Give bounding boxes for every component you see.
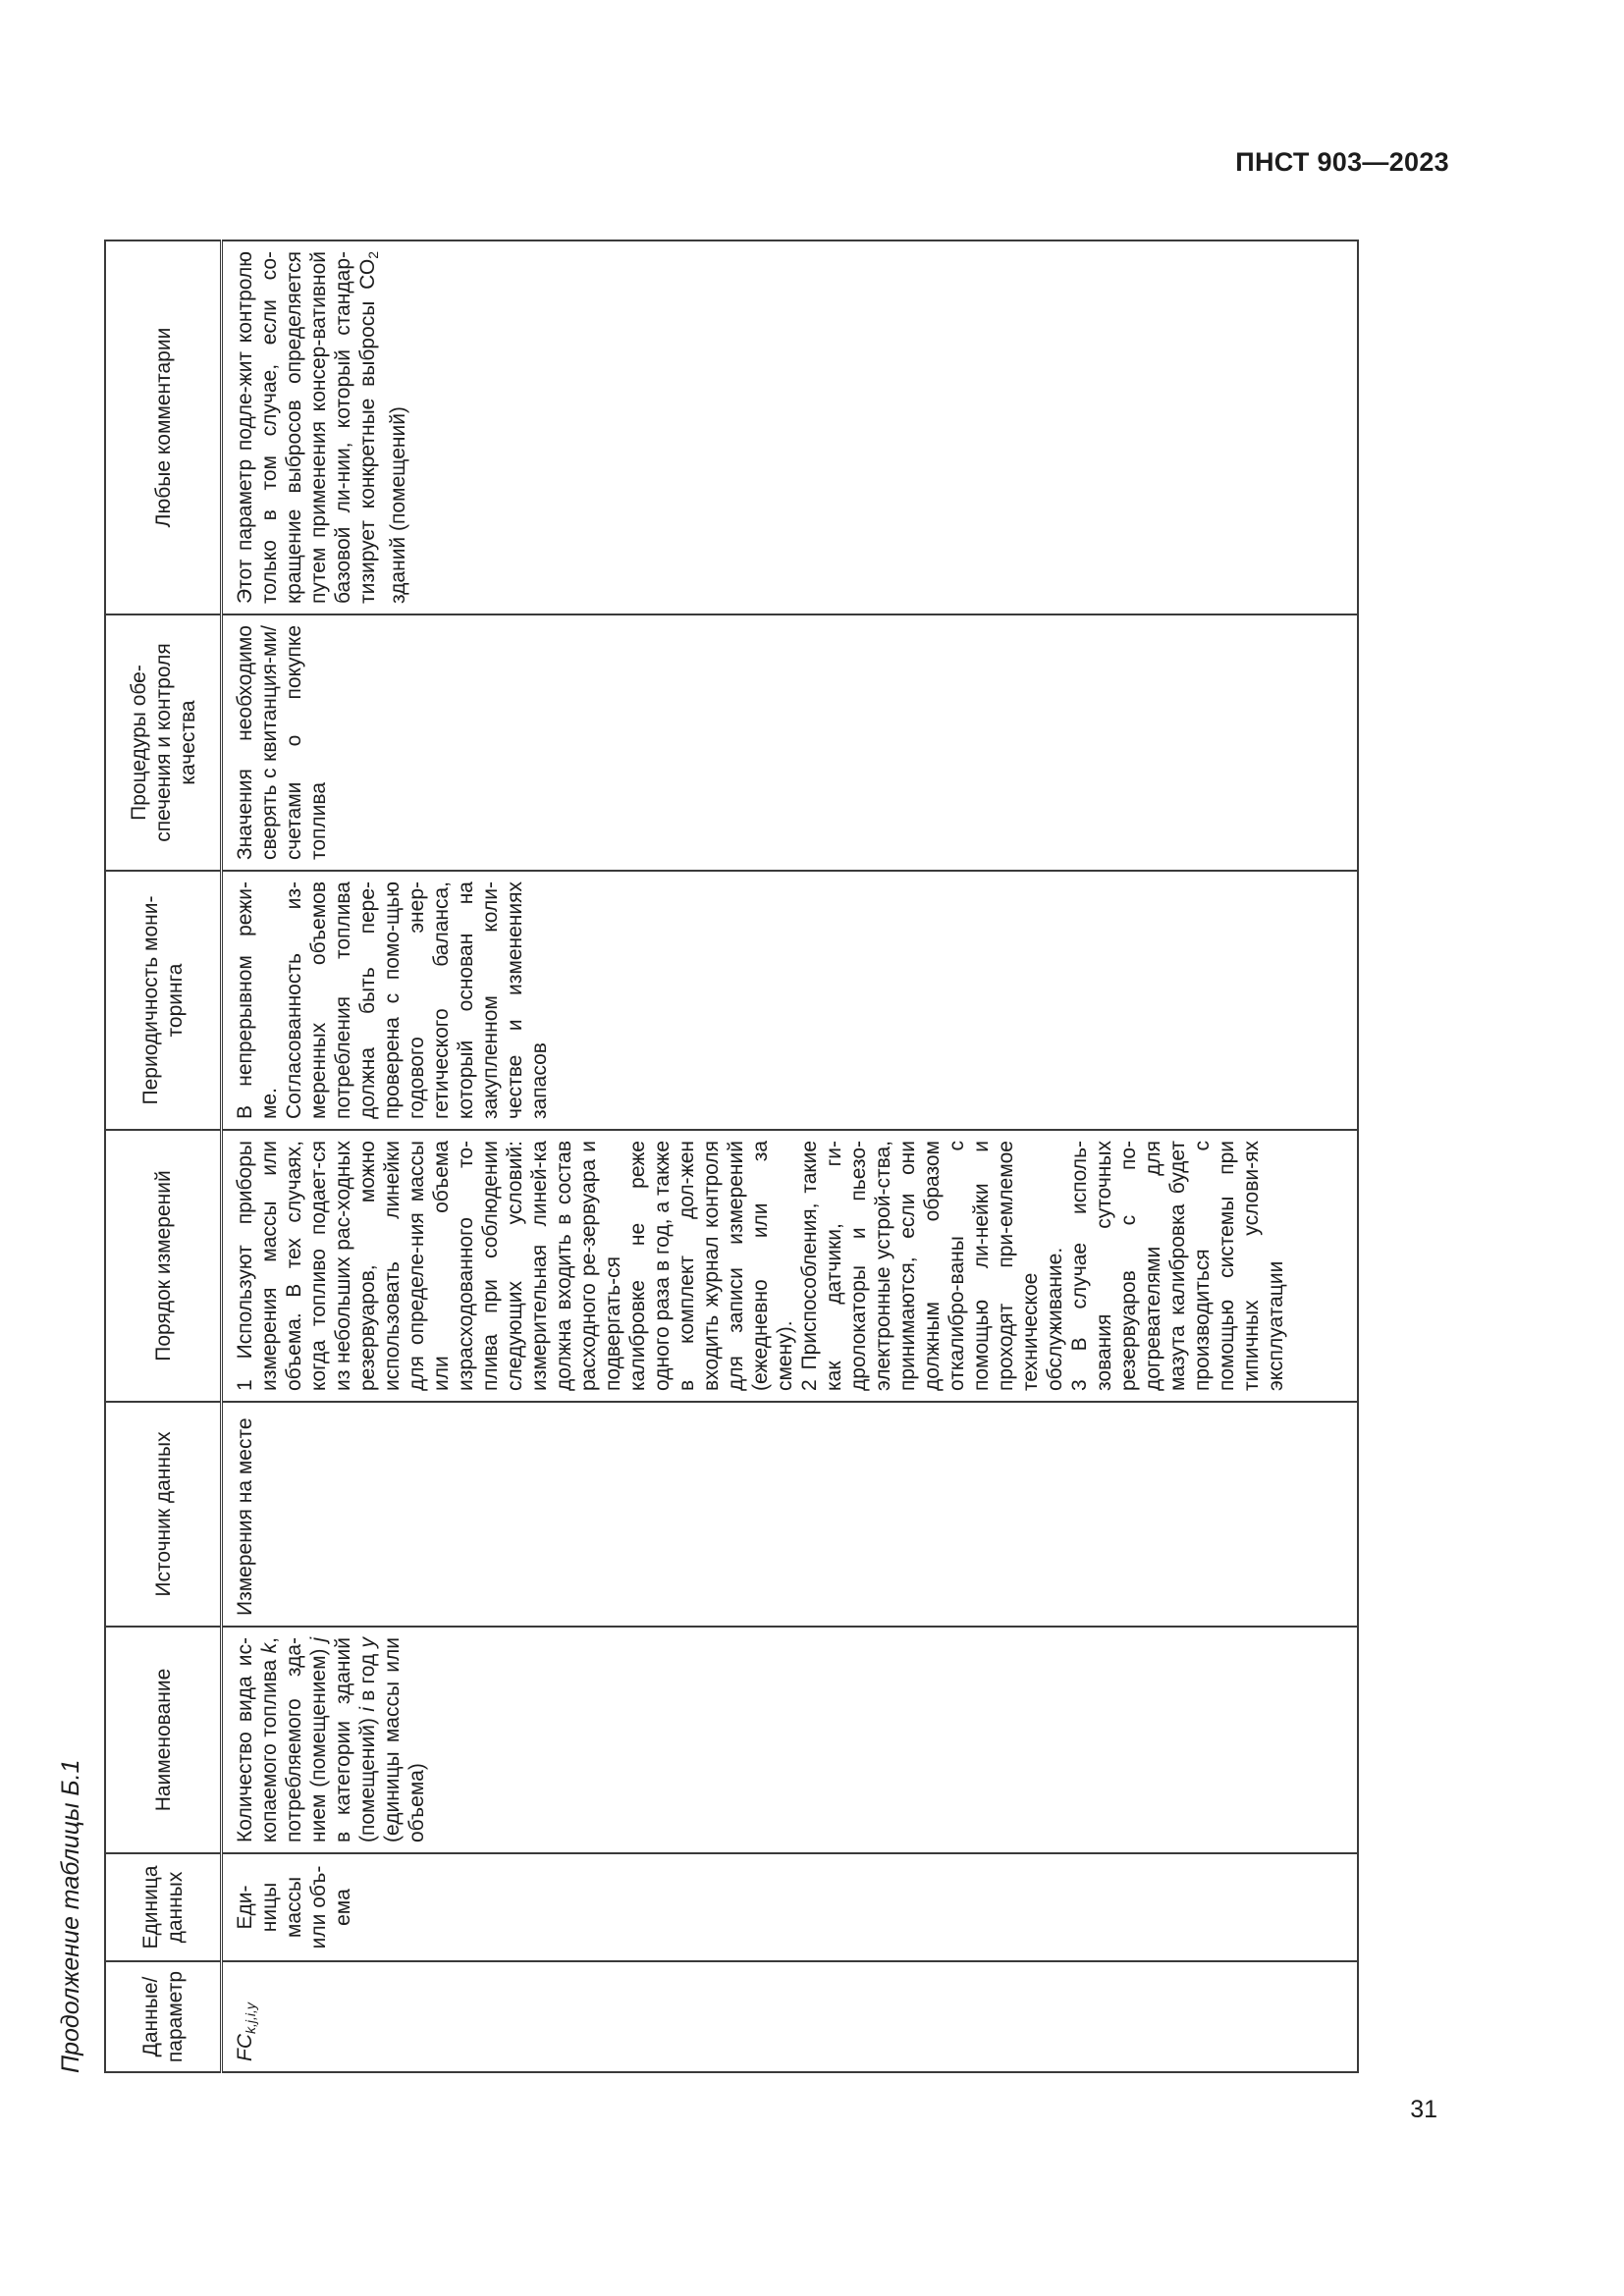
name-text: Количество вида ис-копаемого топлива (234, 1637, 281, 1842)
cell-comments (222, 240, 1359, 614)
col-header-name: Наименование (105, 1627, 222, 1853)
name-var-i: i (356, 1707, 379, 1712)
document-code: ПНСТ 903—2023 (1235, 147, 1449, 177)
comments-text: зданий (помещений) (387, 406, 409, 604)
col-header-procedure: Порядок измерений (105, 1130, 222, 1402)
data-table (104, 240, 1359, 2073)
col-header-frequency: Периодичность мони-торинга (105, 871, 222, 1130)
name-text: в категории зданий (помещений) (332, 1637, 379, 1842)
name-var-k: k (258, 1642, 281, 1654)
cell-source: Измерения на месте (222, 1402, 1359, 1627)
comments-subscript: 2 (365, 251, 381, 259)
cell-parameter (222, 1961, 1359, 2072)
name-var-y: y (356, 1637, 379, 1648)
cell-frequency (222, 871, 1359, 1130)
col-header-comments: Любые комментарии (105, 240, 222, 614)
param-subscript: k,j,i,y (243, 2002, 258, 2034)
name-text: , потребляемого зда-нием (помещением) (258, 1637, 330, 1842)
cell-name (222, 1627, 1359, 1853)
comments-text: Этот параметр подле-жит контролю только в том случае, если со-кращение выбросов определяется путем применения консер-вативной базовой ли-нии, который стандар-тизирует конкретные выбросы СО (234, 251, 379, 604)
procedure-item-2: 2 Приспособления, такие как датчики, ги-дролокаторы и пьезо-электронные устрой-ства, принимаются, если они должным образом откалибро-ваны с помощью ли-нейки и проходят при-емлемое техническое обслуживание. (798, 1141, 1066, 1391)
name-text: (единицы массы или объема) (381, 1637, 428, 1842)
cell-procedure (222, 1130, 1359, 1402)
page-number: 31 (1410, 2096, 1437, 2123)
name-var-j: j (307, 1637, 330, 1642)
cell-unit: Еди-ницы массы или объ-ема (222, 1853, 1359, 1961)
col-header-qa-qc: Процедуры обе-спечения и контроля качества (105, 614, 222, 871)
table-caption: Продолжение таблицы Б.1 (57, 1759, 84, 2073)
procedure-item-3: 3 В случае исполь-зования суточных резервуаров с по-догревателями для мазута калибровка будет производиться с помощью системы при типичных услови-ях эксплуатации (1068, 1141, 1287, 1391)
col-header-parameter: Данные/ параметр (105, 1961, 222, 2072)
cell-qa-qc: Значения необходимо сверять с квитанция-ми/счетами о покупке топлива (222, 614, 1359, 871)
col-header-source: Источник данных (105, 1402, 222, 1627)
param-symbol: FC (234, 2034, 256, 2061)
table-header-row (105, 240, 222, 2072)
name-text: в год (356, 1647, 379, 1708)
table-row (222, 240, 1359, 2072)
col-header-unit: Единица данных (105, 1853, 222, 1961)
rotated-table-block (57, 241, 1359, 2073)
frequency-line-2: Согласованность из-меренных объемов потребления топлива должна быть пере-проверена с помо-щью годового энер-гетического баланса, который основан на закупленном коли-честве и изменениях запасов (283, 881, 551, 1119)
frequency-line-1: В непрерывном режи-ме. (234, 881, 281, 1119)
procedure-item-1: 1 Используют приборы измерения массы или объема. В тех случаях, когда топливо подает-ся из небольших рас-ходных резервуаров, можно использовать линейки для определе-ния массы или объема израсходованного то-плива при соблюдении следующих условий: измерительная линей-ка должна входить в состав расходного ре-зервуара и подвергать-ся калибровке не реже одного раза в год, а также в комплект дол-жен входить журнал контроля для записи измерений (ежедневно или за смену). (234, 1141, 796, 1391)
